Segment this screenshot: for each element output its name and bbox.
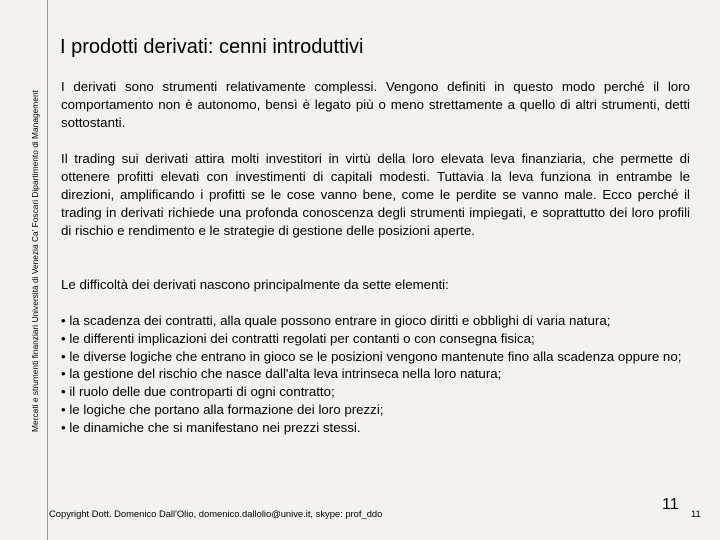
page-number-large: 11	[662, 496, 679, 513]
list-item: • le dinamiche che si manifestano nei prezzi stessi.	[61, 419, 361, 435]
list-item: • la gestione del rischio che nasce dall'alta leva intrinseca nella loro natura;	[61, 366, 502, 382]
list-item: • la scadenza dei contratti, alla quale possono entrare in gioco diritti e obblighi di varia natura;	[61, 313, 611, 328]
page-number-small: 11	[691, 508, 701, 519]
list-item: • le logiche che portano alla formazione dei loro prezzi;	[61, 401, 384, 417]
difficulties-list	[61, 312, 690, 437]
footer-copyright: Copyright Dott. Domenico Dall'Olio, domenico.dallolio@unive.it, skype: prof_ddo	[49, 508, 383, 519]
list-item: • il ruolo delle due controparti di ogni contratto;	[61, 384, 335, 400]
paragraph-trading: Il trading sui derivati attira molti investitori in virtù della loro elevata leva finanziaria, che permette di ottenere profitti elevati con investimenti di capitali modesti. Tuttavia la leva funziona in entrambe le direzioni, amplificando i profitti se le cose vanno bene, come le perdite se vanno male. Ecco perché il trading in derivati richiede una profonda conoscenza degli strumenti impiegati, e soprattutto dei loro profili di rischio e rendimento e le strategie di gestione delle posizioni aperte.	[61, 151, 690, 238]
sidebar-divider	[47, 0, 48, 540]
sidebar-course-label: Mercati e strumenti finanziari Università di Venezia Ca' Foscari Dipartimento di Management	[30, 90, 40, 432]
list-item: • le differenti implicazioni dei contratti regolati per contanti o con consegna fisica;	[61, 330, 535, 346]
paragraph-difficulties-intro: Le difficoltà dei derivati nascono principalmente da sette elementi:	[61, 277, 449, 292]
slide-title: I prodotti derivati: cenni introduttivi	[60, 36, 364, 58]
list-item: • le diverse logiche che entrano in gioco se le posizioni vengono mantenute fino alla scadenza oppure no;	[61, 348, 682, 364]
paragraph-definition: I derivati sono strumenti relativamente complessi. Vengono definiti in questo modo perché il loro comportamento non è autonomo, bensì è legato più o meno strettamente a quello di altri strumenti, detti sottostanti.	[61, 79, 690, 130]
